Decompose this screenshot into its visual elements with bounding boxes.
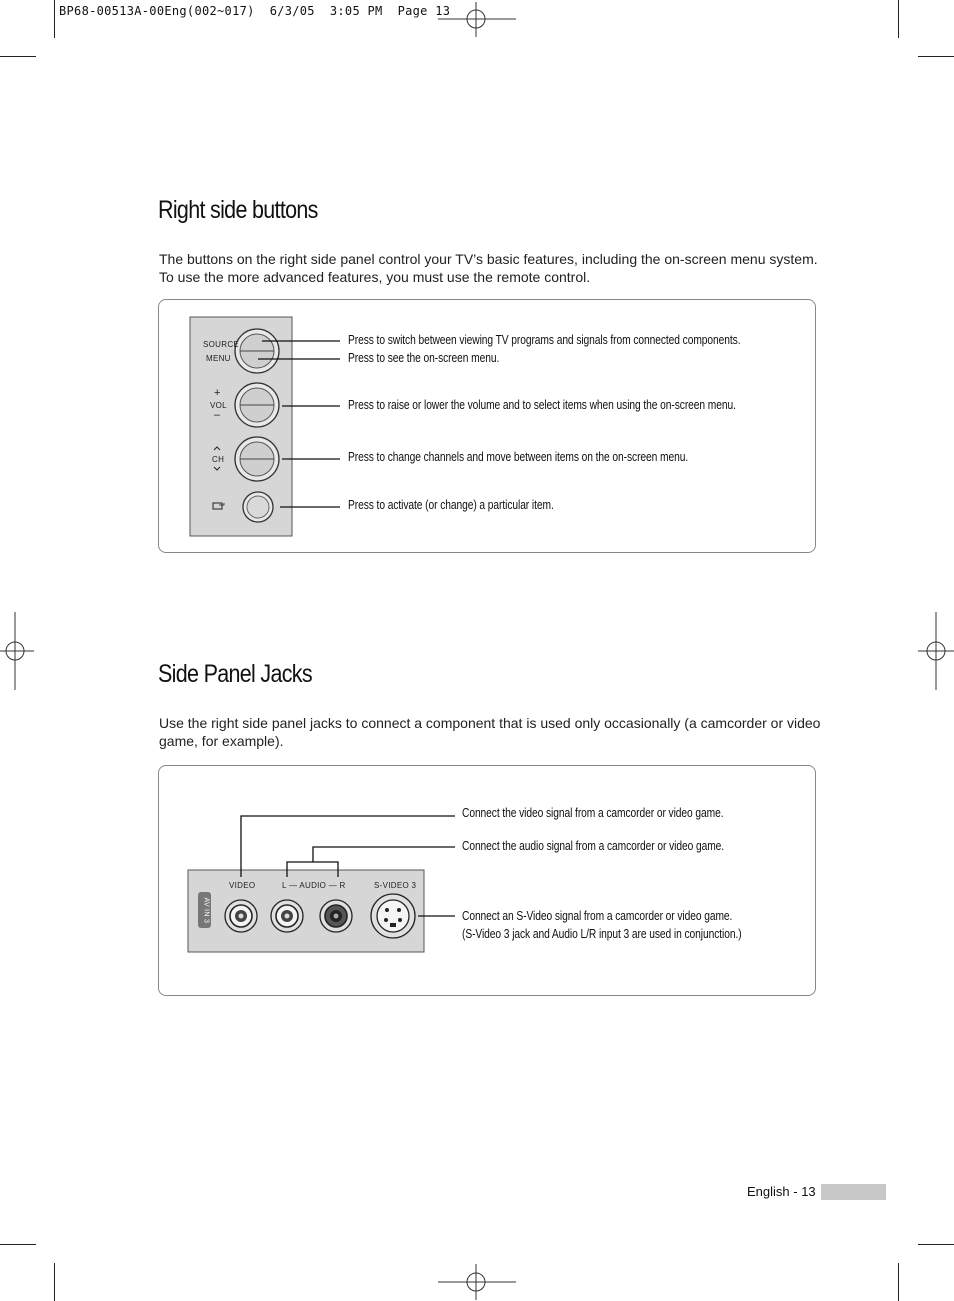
callout-enter: Press to activate (or change) a particular item.: [348, 498, 554, 512]
label-video: VIDEO: [229, 881, 256, 890]
audio-r-jack: [320, 900, 352, 932]
callout-menu: Press to see the on-screen menu.: [348, 351, 500, 365]
callout-channel: Press to change channels and move between items on the on-screen menu.: [348, 450, 689, 464]
print-slug: BP68-00513A-00Eng(002~017) 6/3/05 3:05 PM Page 13: [59, 4, 451, 18]
label-audio: L — AUDIO — R: [282, 881, 346, 890]
label-av-in: AV IN 3: [202, 897, 210, 924]
section-title-right-side-buttons: Right side buttons: [158, 196, 318, 224]
jacks-intro: Use the right side panel jacks to connect a component that is used only occasionally (a camcorder or video game, for example).: [159, 715, 821, 749]
audio-l-jack: [271, 900, 303, 932]
label-menu: MENU: [206, 354, 231, 363]
label-ch: CH: [212, 455, 225, 464]
callout-s-video-jack: Connect an S-Video signal from a camcorder or video game.: [462, 909, 733, 923]
label-vol: VOL: [210, 401, 227, 410]
label-vol-minus: –: [214, 409, 221, 421]
video-jack: [225, 900, 257, 932]
section-title-side-panel-jacks: Side Panel Jacks: [158, 660, 312, 688]
callout-video-jack: Connect the video signal from a camcorder or video game.: [462, 806, 724, 820]
label-vol-plus: +: [214, 387, 221, 399]
callout-volume: Press to raise or lower the volume and to select items when using the on-screen menu.: [348, 398, 736, 412]
label-source: SOURCE: [203, 340, 240, 349]
page-number: English - 13: [747, 1184, 816, 1199]
callout-audio-jack: Connect the audio signal from a camcorder or video game.: [462, 839, 725, 853]
callout-source: Press to switch between viewing TV programs and signals from connected components.: [348, 333, 741, 347]
callout-s-video-note: (S-Video 3 jack and Audio L/R input 3 are used in conjunction.): [462, 927, 742, 941]
label-s-video: S-VIDEO 3: [374, 881, 417, 890]
right-side-intro: The buttons on the right side panel control your TV’s basic features, including the on-screen menu system. To use the more advanced features, you must use the remote control.: [159, 251, 818, 285]
s-video-jack: [371, 894, 415, 938]
footer-bar: [821, 1184, 886, 1200]
